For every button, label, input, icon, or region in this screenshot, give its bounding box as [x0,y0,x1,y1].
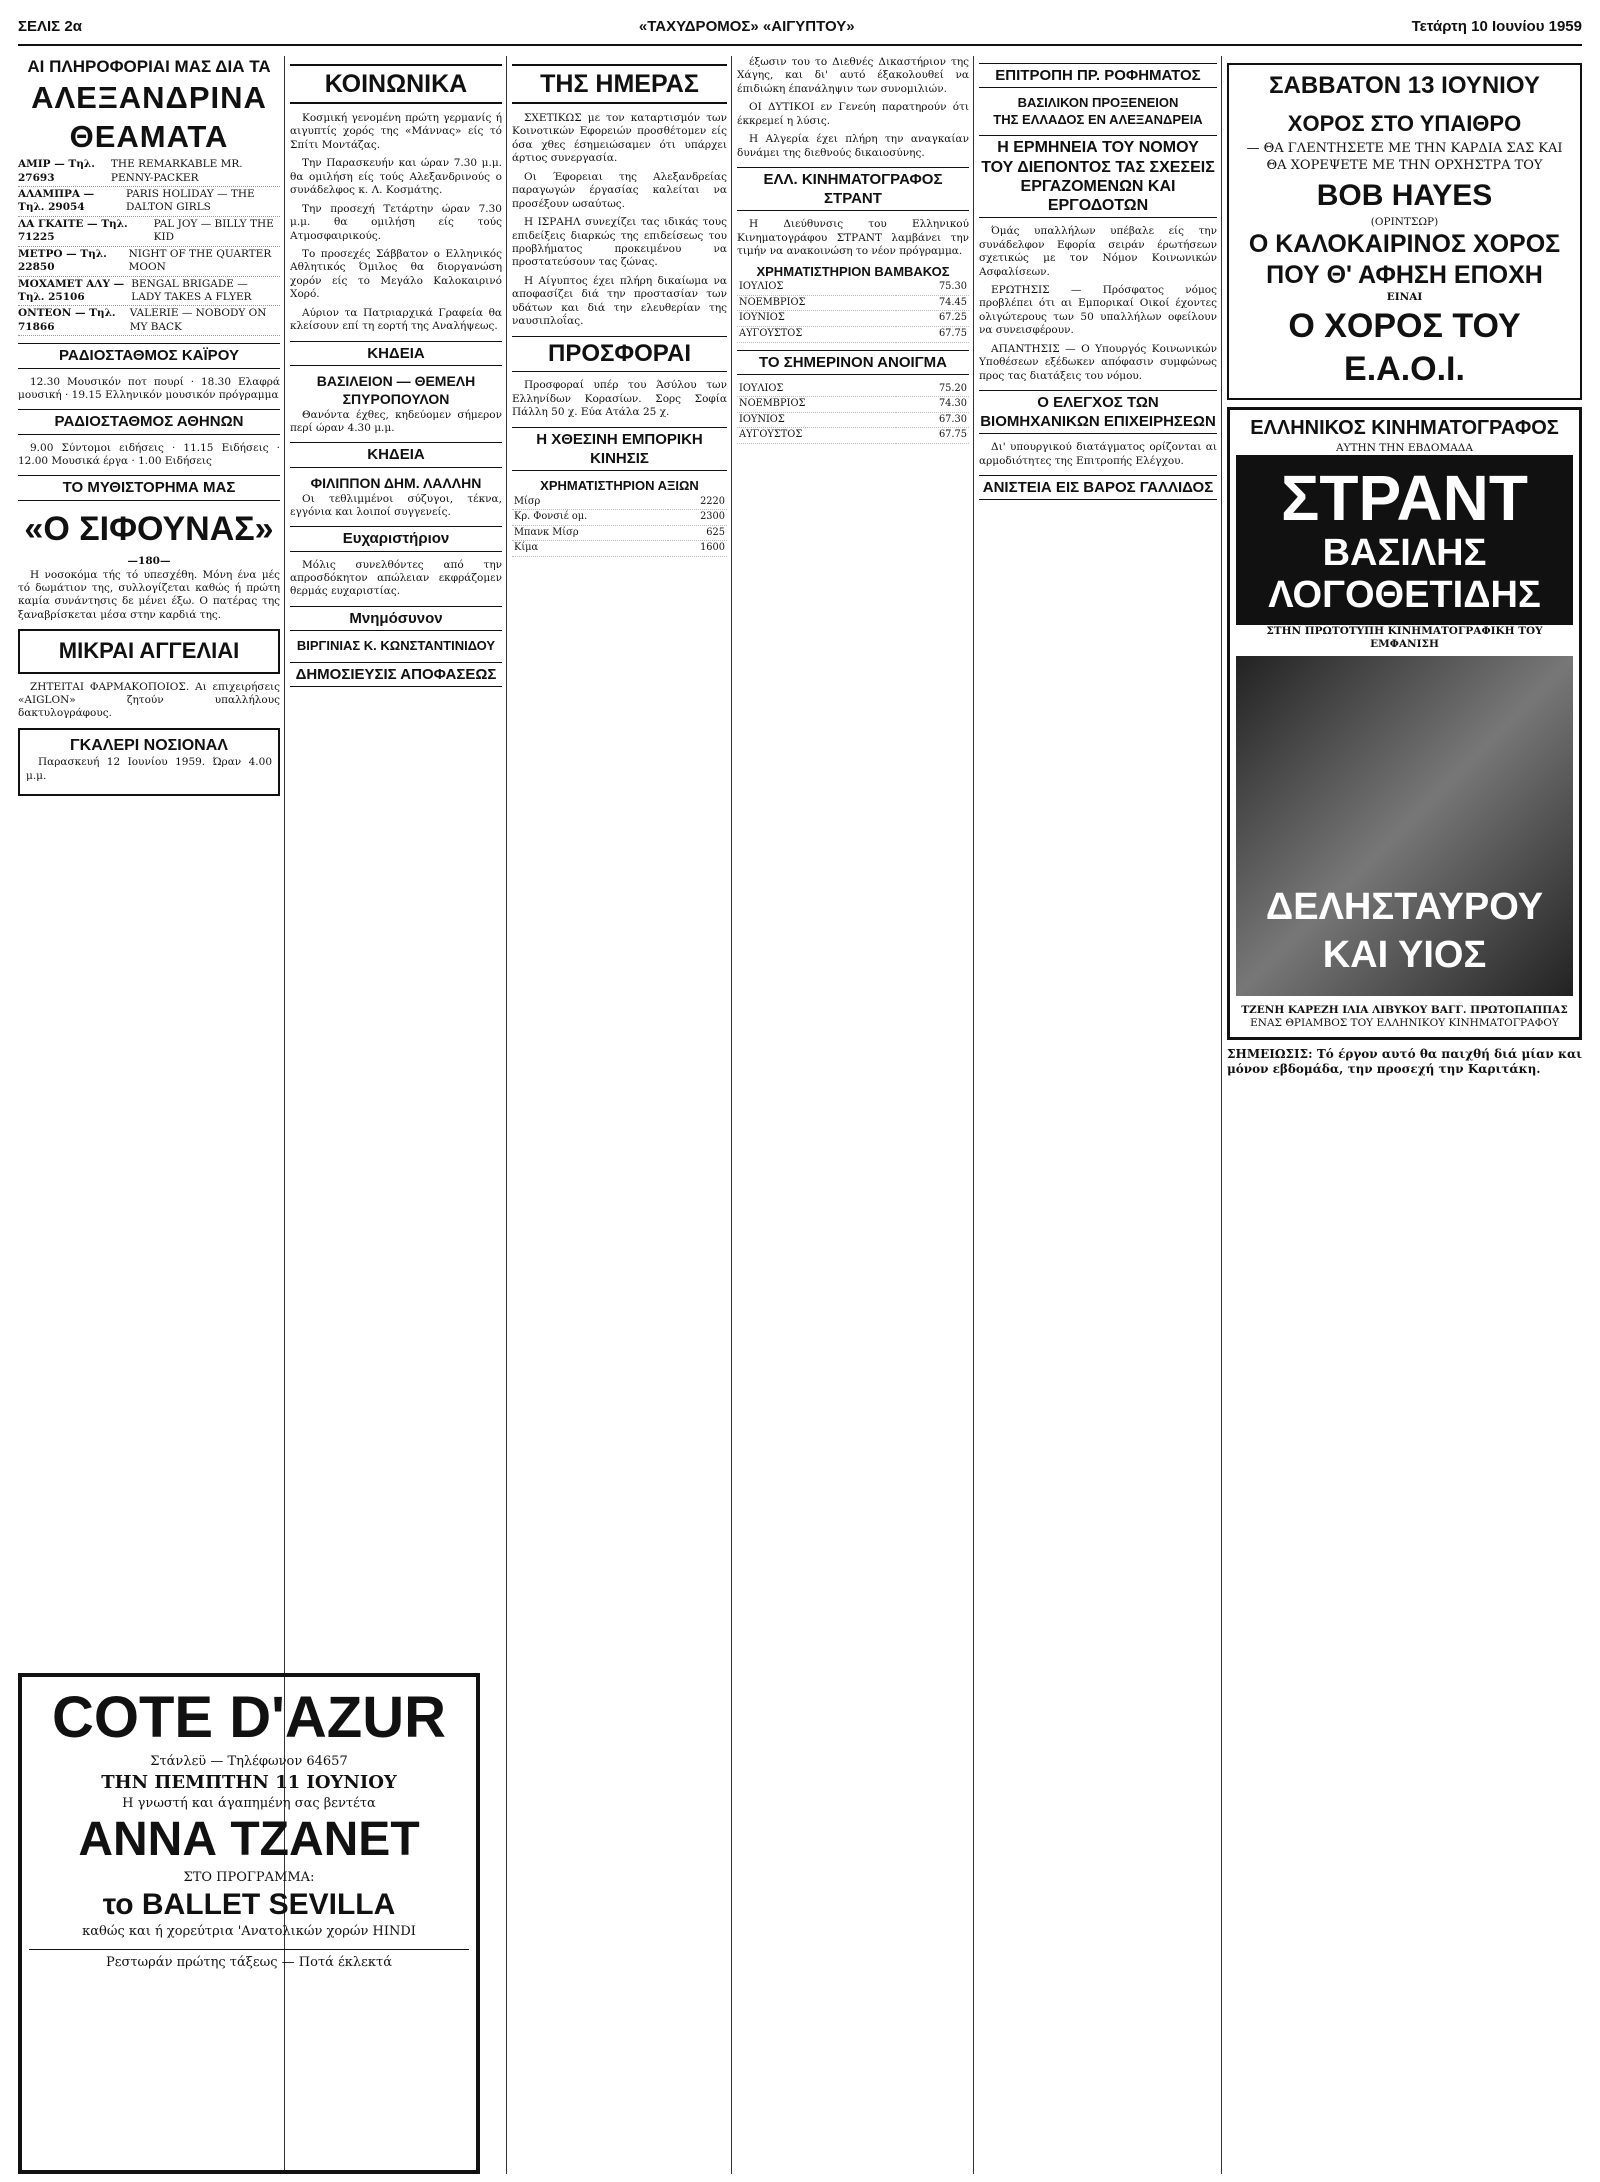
dance-advert: ΣΑΒΒΑΤΟΝ 13 ΙΟΥΝΙΟΥ ΧΟΡΟΣ ΣΤΟ ΥΠΑΙΘΡΟ — ΘΑ ΓΛΕΝΤΗΣΕΤΕ ΜΕ ΤΗΝ ΚΑΡΔΙΑ ΣΑΣ ΚΑΙ ΘΑ ΧΟΡΕΨΕΤΕ ΜΕ ΤΗΝ ΟΡΧΗΣΤΡΑ ΤΟΥ BOB HAYES (ΟΡΙΝΤΣΩΡ) Ο ΚΑΛΟΚΑΙΡΙΝΟΣ ΧΟΡΟΣ ΠΟΥ Θ' ΑΦΗΣΗ ΕΠΟΧΗ ΕΙΝΑΙ Ο ΧΟΡΟΣ ΤΟΥ Ε.Α.Ο.Ι. [1227,63,1582,400]
offers-heading: ΠΡΟΣΦΟΡΑΙ [512,336,727,373]
header-left: ΣΕΛΙΣ 2α [18,17,82,35]
weights-heading: ΑΝΙΣΤΕΙΑ ΕΙΣ ΒΑΡΟΣ ΓΑΛΛΙΔΟΣ [979,475,1217,500]
cinema-item: ΟΝΤΕΟΝ — Τηλ. 71866 VALERIE — NOBODY ON MY BACK [18,306,280,336]
column-six: ΣΑΒΒΑΤΟΝ 13 ΙΟΥΝΙΟΥ ΧΟΡΟΣ ΣΤΟ ΥΠΑΙΘΡΟ — ΘΑ ΓΛΕΝΤΗΣΕΤΕ ΜΕ ΤΗΝ ΚΑΡΔΙΑ ΣΑΣ ΚΑΙ ΘΑ ΧΟΡΕΨΕΤΕ ΜΕ ΤΗΝ ΟΡΧΗΣΤΡΑ ΤΟΥ BOB HAYES (ΟΡΙΝΤΣΩΡ) Ο ΚΑΛΟΚΑΙΡΙΝΟΣ ΧΟΡΟΣ ΠΟΥ Θ' ΑΦΗΣΗ ΕΠΟΧΗ ΕΙΝΑΙ Ο ΧΟΡΟΣ ΤΟΥ Ε.Α.Ο.Ι. ΕΛΛΗΝΙΚΟΣ ΚΙΝΗΜΑΤΟΓΡΑΦΟΣ ΑΥΤΗΝ ΤΗΝ ΕΒΔΟΜΑΔΑ ΣΤΡΑΝΤ ΒΑΣΙΛΗΣ ΛΟΓΟΘΕΤΙΔΗΣ ΣΤΗΝ ΠΡΩΤΟΤΥΠΗ ΚΙΝΗΜΑΤΟΓΡΑΦΙΚΗ ΤΟΥ ΕΜΦΑΝΙΣΗ ΔΕΛΗΣΤΑΥΡΟΥ ΚΑΙ ΥΙΟΣ ΤΖΕΝΗ ΚΑΡΕΖΗ ΙΛΙΑ ΛΙΒΥΚΟΥ ΒΑΓΓ. ΠΡΩΤΟΠΑΠΠΑΣ ΕΝΑΣ ΘΡΙΑΜΒΟΣ ΤΟΥ ΕΛΛΗΝΙΚΟΥ ΚΙΝΗΜΑΤΟΓΡΑΦΟΥ ΣΗΜΕΙΩΣΙΣ: Τό έργον αυτό θα παιχθή διά μίαν και μόνον εβδομάδα, την προσεχή την Καριτάκη. [1227,56,1582,2174]
cinema-item: ΑΜΙΡ — Τηλ. 27693 ΤΗΕ REMARKABLE MR. PENNY-PACKER [18,157,280,187]
stocks-heading: ΧΡΗΜΑΤΙΣΤΗΡΙΟΝ ΑΞΙΩΝ [540,477,699,493]
funeral-name: ΒΑΣΙΛΕΙΟΝ — ΘΕΜΕΛΗ ΣΠΥΡΟΠΟΥΛΟΝ [316,372,476,407]
cinema-item: ΜΟΧΑΜΕΤ ΑΛΥ — Τηλ. 25106 BENGAL BRIGADE — LADY TAKES A FLYER [18,277,280,307]
decision-heading: ΔΗΜΟΣΙΕΥΣΙΣ ΑΠΟΦΑΣΕΩΣ [290,662,502,687]
cinema-item: ΑΛΑΜΠΡΑ — Τηλ. 29054 PARIS HOLIDAY — THE DALTON GIRLS [18,187,280,217]
header-center: «ΤΑΧΥΔΡΟΜΟΣ» «ΑΙΓΥΠΤΟΥ» [638,17,855,35]
newspaper-page [18,8,1582,2174]
film-image-area: ΔΕΛΗΣΤΑΥΡΟΥ ΚΑΙ ΥΙΟΣ [1236,656,1573,996]
cinema-advert: ΕΛΛΗΝΙΚΟΣ ΚΙΝΗΜΑΤΟΓΡΑΦΟΣ ΑΥΤΗΝ ΤΗΝ ΕΒΔΟΜΑΔΑ ΣΤΡΑΝΤ ΒΑΣΙΛΗΣ ΛΟΓΟΘΕΤΙΔΗΣ ΣΤΗΝ ΠΡΩΤΟΤΥΠΗ ΚΙΝΗΜΑΤΟΓΡΑΦΙΚΗ ΤΟΥ ΕΜΦΑΝΙΣΗ ΔΕΛΗΣΤΑΥΡΟΥ ΚΑΙ ΥΙΟΣ ΤΖΕΝΗ ΚΑΡΕΖΗ ΙΛΙΑ ΛΙΒΥΚΟΥ ΒΑΓΓ. ΠΡΩΤΟΠΑΠΠΑΣ ΕΝΑΣ ΘΡΙΑΜΒΟΣ ΤΟΥ ΕΛΛΗΝΙΚΟΥ ΚΙΝΗΜΑΤΟΓΡΑΦΟΥ [1227,407,1582,1040]
day-heading: ΤΗΣ ΗΜΕΡΑΣ [512,64,727,104]
theatre-main-heading: ΑΛΕΞΑΝΔΡΙΝΑ ΘΕΑΜΑΤΑ [31,79,267,155]
commerce-heading: Η ΧΘΕΣΙΝΗ ΕΜΠΟΡΙΚΗ ΚΙΝΗΣΙΣ [512,427,727,471]
column-one: ΑΙ ΠΛΗΡΟΦΟΡΙΑΙ ΜΑΣ ΔΙΑ ΤΑ ΑΛΕΞΑΝΔΡΙΝΑ ΘΕΑΜΑΤΑ ΑΜΙΡ — Τηλ. 27693 ΤΗΕ REMARKABLE MR. PENNY-PACKER ΑΛΑΜΠΡΑ — Τηλ. 29054 PARIS HOLIDAY — THE DALTON GIRLS ΛΑ ΓΚΑΙΤΕ — Τηλ. 71225 PAL JOY — BILLY THE KID ΜΕΤΡΟ — Τηλ. 22850 NIGHT OF THE QUARTER MOON ΜΟΧΑΜΕΤ ΑΛΥ — Τηλ. 25106 BENGAL BRIGADE — LADY TAKES A FLYER ΟΝΤΕΟΝ — Τηλ. 71866 VALERIE — NOBODY ON MY BACK ΡΑΔΙΟΣΤΑΘΜΟΣ ΚΑΪΡΟΥ 12.30 Μουσικόν ποτ πουρί · 18.30 Ελαφρά μουσική · 19.15 Ελληνικόν μουσικόν πρόγραμμα ΡΑΔΙΟΣΤΑΘΜΟΣ ΑΘΗΝΩΝ 9.00 Σύντομοι ειδήσεις · 11.15 Ειδήσεις · 12.00 Μουσικά έργα · 1.00 Ειδήσεις ΤΟ ΜΥΘΙΣΤΟΡΗΜΑ ΜΑΣ «Ο ΣΙΦΟΥΝΑΣ» —180— Η νοσοκόμα τής τό υπεσχέθη. Μόνη ένα μές τό δωμάτιον της, συλλογίζεται καθώς ή πρώτη καμία συνάντησις δε μένει έξω. Ο πατέρας της ξαναβρίσκεται μέσα στην καρδιά της. ΜΙΚΡΑΙ ΑΓΓΕΛΙΑΙ ΖΗΤΕΙΤΑΙ ΦΑΡΜΑΚΟΠΟΙΟΣ. Αι επιχειρήσεις «AIGLON» ζητούν υπαλλήλους δακτυλογράφους. ΓΚΑΛΕΡΙ ΝΟΣΙΟΝΑΛ Παρασκευή 12 Ιουνίου 1959. Ώραν 4.00 μ.μ. [18,56,280,2174]
gallery-box: ΓΚΑΛΕΡΙ ΝΟΣΙΟΝΑΛ Παρασκευή 12 Ιουνίου 1959. Ώραν 4.00 μ.μ. [18,728,280,796]
memorial-name: ΒΙΡΓΙΝΙΑΣ Κ. ΚΩΝΣΤΑΝΤΙΝΙΔΟΥ [296,638,496,654]
second-funeral-name: ΦΙΛΙΠΠΟΝ ΔΗΜ. ΛΑΛΛΗΝ [310,474,482,491]
second-funeral-heading: ΚΗΔΕΙΑ [290,442,502,467]
column-four: έξωσιν του το Διεθνές Δικαστήριον της Χάγης, και δι' αυτό έξακολουθεί να έπιδιώκη έπανάληψιν των συνομιλιών. ΟΙ ΔΥΤΙΚΟΙ εν Γενεύη παρατηρούν ότι έκκρεμεί η λύσις. Η Αλγερία έχει πλήρη την αναγκαίαν δυνάμει της διεθνούς δικαιοσύνης. ΕΛΛ. ΚΙΝΗΜΑΤΟΓΡΑΦΟΣ ΣΤΡΑΝΤ Η Διεύθυνσις του Ελληνικού Κινηματογράφου ΣΤΡΑΝΤ λαμβάνει την τιμήν να ανακοινώση το νέον πρόγραμμα. ΧΡΗΜΑΤΙΣΤΗΡΙΟΝ ΒΑΜΒΑΚΟΣ ΙΟΥΛΙΟΣ 75.30 ΝΟΕΜΒΡΙΟΣ 74.45 ΙΟΥΝΙΟΣ 67.25 ΑΥΓΟΥΣΤΟΣ 67.75 ΤΟ ΣΗΜΕΡΙΝΟΝ ΑΝΟΙΓΜΑ ΙΟΥΛΙΟΣ 75.20 ΝΟΕΜΒΡΙΟΣ 74.30 ΙΟΥΝΙΟΣ 67.30 ΑΥΓΟΥΣΤΟΣ 67.75 [737,56,969,2174]
memorial-heading: Μνημόσυνον [290,606,502,631]
cinema-item: ΛΑ ΓΚΑΙΤΕ — Τηλ. 71225 PAL JOY — BILLY THE KID [18,217,280,247]
funeral-heading: ΚΗΔΕΙΑ [290,341,502,366]
stock-table: Μίσρ 2220 Κρ. Φονσιέ ομ. 2300 Μπανκ Μίσρ 625 Κίμα 1600 [512,495,727,557]
social-heading: ΚΟΙΝΩΝΙΚΑ [290,64,502,104]
radio-cairo-heading: ΡΑΔΙΟΣΤΑΘΜΟΣ ΚΑΪΡΟΥ [18,343,280,368]
novel-heading: ΤΟ ΜΥΘΙΣΤΟΡΗΜΑ ΜΑΣ [18,475,280,500]
novel-text: Η νοσοκόμα τής τό υπεσχέθη. Μόνη ένα μές τό δωμάτιον της, συλλογίζεται καθώς ή πρώτη καμία συνάντησις δε μένει έξω. Ο πατέρας της ξαναβρίσκεται μέσα στην καρδιά της. [18,568,280,621]
small-ads-box: ΜΙΚΡΑΙ ΑΓΓΕΛΙΑΙ [18,629,280,673]
opening-table: ΙΟΥΛΙΟΣ 75.20 ΝΟΕΜΒΡΙΟΣ 74.30 ΙΟΥΝΙΟΣ 67.30 ΑΥΓΟΥΣΤΟΣ 67.75 [737,382,969,444]
cotton-table: ΙΟΥΛΙΟΣ 75.30 ΝΟΕΜΒΡΙΟΣ 74.45 ΙΟΥΝΙΟΣ 67.25 ΑΥΓΟΥΣΤΟΣ 67.75 [737,280,969,342]
column-two: ΚΟΙΝΩΝΙΚΑ Κοσμική γενομένη πρώτη γερμανίς ή αιγυπτίς χορός της «Μάννας» είς τό Σπίτι Μοντάζας. Την Παρασκευήν και ώραν 7.30 μ.μ. θα ομιλήση είς τούς Αλεξανδρινούς ο συνάδελφος κ. Λ. Κοσμάτης. Την προσεχή Τετάρτην ώραν 7.30 μ.μ. θα ομιλήση είς τούς Ατμοσφαιρικούς. Το προσεχές Σάββατον ο Ελληνικός Αθλητικός Όμιλος θα διοργανώση χορόν είς το Μεγάλο Καλοκαιρινό Χορό. Αύριον τα Πατριαρχικά Γραφεία θα κλείσουν επί τη εορτή της Αναλήψεως. ΚΗΔΕΙΑ ΒΑΣΙΛΕΙΟΝ — ΘΕΜΕΛΗ ΣΠΥΡΟΠΟΥΛΟΝ Θανόντα έχθες, κηδεύομεν σήμερον περί ώραν 4.30 μ.μ. ΚΗΔΕΙΑ ΦΙΛΙΠΠΟΝ ΔΗΜ. ΛΑΛΛΗΝ Οι τεθλιμμένοι σύζυγοι, τέκνα, εγγόνια και λοιποί συγγενείς. Ευχαριστήριον Μόλις συνελθόντες από την απροσδόκητον απώλειαν εκφράζομεν θερμάς ευχαριστίας. Μνημόσυνον ΒΙΡΓΙΝΙΑΣ Κ. ΚΩΝΣΤΑΝΤΙΝΙΔΟΥ ΔΗΜΟΣΙΕΥΣΙΣ ΑΠΟΦΑΣΕΩΣ [290,56,502,2174]
cinema-strand-heading: ΕΛΛ. ΚΙΝΗΜΑΤΟΓΡΑΦΟΣ ΣΤΡΑΝΤ [737,167,969,211]
cote-dazur-advert: COTE D'AZUR Στάνλεϋ — Τηλέφωνον 64657 ΤΗΝ ΠΕΜΠΤΗΝ 11 ΙΟΥΝΙΟΥ Η γνωστή και άγαπημένη σας βεντέτα ΑΝΝΑ ΤΖΑΝΕΤ ΣΤΟ ΠΡΟΓΡΑΜΜΑ: το BALLET SEVILLA καθώς και ή χορεύτρια 'Ανατολικών χορών HINDI Ρεστωράν πρώτης τάξεως — Ποτά έκλεκτά [18,1673,480,2174]
page-header [18,8,1582,46]
consulate-subheading: ΤΗΣ ΕΛΛΑΔΟΣ ΕΝ ΑΛΕΞΑΝΔΡΕΙΑ [993,111,1203,127]
column-three: ΤΗΣ ΗΜΕΡΑΣ ΣΧΕΤΙΚΩΣ με τον καταρτισμόν των Κοινοτικών Εφορειών προσθέτομεν είς όσα χθες έσημειώσαμεν ότι υπάρχει άρτιος συνεργασία. Οι Έφορειαι της Αλεξανδρείας παραγωγών έργασίας καλείται να προσέξουν ωσαύτως. Η ΙΣΡΑΗΛ συνεχίζει τας ιδικάς τους επιδείξεις διαρκώς της επιδείσεως του προβλήματος προκειμένου να προστατεύσουν τας ζώνας. Η Αίγυπτος έχει πλήρη δικαίωμα να αποφασίζει διά την προστασίαν των υδάτων και διά την ελευθερίαν της ναυσιπλοΐας. ΠΡΟΣΦΟΡΑΙ Προσφοραί υπέρ του Άσύλου των Ελληνίδων Κορασίων. Σορς Σοφία Πάλλη 50 χ. Εύα Ατάλα 25 χ. Η ΧΘΕΣΙΝΗ ΕΜΠΟΡΙΚΗ ΚΙΝΗΣΙΣ ΧΡΗΜΑΤΙΣΤΗΡΙΟΝ ΑΞΙΩΝ Μίσρ 2220 Κρ. Φονσιέ ομ. 2300 Μπανκ Μίσρ 625 Κίμα 1600 [512,56,727,2174]
novel-number: —180— [127,555,171,568]
committee-heading: ΕΠΙΤΡΟΠΗ ΠΡ. ΡΟΦΗΜΑΤΟΣ [979,63,1217,88]
law-heading: Η ΕΡΜΗΝΕΙΑ ΤΟΥ ΝΟΜΟΥ ΤΟΥ ΔΙΕΠΟΝΤΟΣ ΤΑΣ ΣΧΕΣΕΙΣ ΕΡΓΑΖΟΜΕΝΩΝ ΚΑΙ ΕΡΓΟΔΟΤΩΝ [979,135,1217,218]
theatre-info-heading: ΑΙ ΠΛΗΡΟΦΟΡΙΑΙ ΜΑΣ ΔΙΑ ΤΑ [27,57,271,76]
today-opening-heading: ΤΟ ΣΗΜΕΡΙΝΟΝ ΑΝΟΙΓΜΑ [737,350,969,375]
header-right: Τετάρτη 10 Ιουνίου 1959 [1411,17,1582,35]
radio-athens-heading: ΡΑΔΙΟΣΤΑΘΜΟΣ ΑΘΗΝΩΝ [18,409,280,434]
column-five: ΕΠΙΤΡΟΠΗ ΠΡ. ΡΟΦΗΜΑΤΟΣ ΒΑΣΙΛΙΚΟΝ ΠΡΟΞΕΝΕΙΟΝ ΤΗΣ ΕΛΛΑΔΟΣ ΕΝ ΑΛΕΞΑΝΔΡΕΙΑ Η ΕΡΜΗΝΕΙΑ ΤΟΥ ΝΟΜΟΥ ΤΟΥ ΔΙΕΠΟΝΤΟΣ ΤΑΣ ΣΧΕΣΕΙΣ ΕΡΓΑΖΟΜΕΝΩΝ ΚΑΙ ΕΡΓΟΔΟΤΩΝ Όμάς υπαλλήλων υπέβαλε είς την συνάδελφον Εφορία σειράν έρωτήσεων σχετικώς με τον Νόμον Κοινωνικών Ασφαλίσεων. ΕΡΩΤΗΣΙΣ — Πρόσφατος νόμος προβλέπει ότι αι Εμπορικαί Οικοί έχοντες ολιγώτερους των 50 υπαλλήλων οφείλουν να συνεισφέρουν. ΑΠΑΝΤΗΣΙΣ — Ο Υπουργός Κοινωνικών Υποθέσεων εξέδωκεν απόφασιν συμφώνως προς τας διατάξεις του νόμου. Ο ΕΛΕΓΧΟΣ ΤΩΝ ΒΙΟΜΗΧΑΝΙΚΩΝ ΕΠΙΧΕΙΡΗΣΕΩΝ Δι' υπουργικού διατάγματος ορίζονται αι αρμοδιότητες της Επιτροπής Ελέγχου. ΑΝΙΣΤΕΙΑ ΕΙΣ ΒΑΡΟΣ ΓΑΛΛΙΔΟΣ [979,56,1217,2174]
novel-title: «Ο ΣΙΦΟΥΝΑΣ» [24,509,274,548]
consulate-heading: ΒΑΣΙΛΙΚΟΝ ΠΡΟΞΕΝΕΙΟΝ [1017,95,1179,111]
cinema-item: ΜΕΤΡΟ — Τηλ. 22850 NIGHT OF THE QUARTER MOON [18,247,280,277]
thanks-heading: Ευχαριστήριον [290,526,502,551]
cotton-heading: ΧΡΗΜΑΤΙΣΤΗΡΙΟΝ ΒΑΜΒΑΚΟΣ [756,263,950,279]
control-heading: Ο ΕΛΕΓΧΟΣ ΤΩΝ ΒΙΟΜΗΧΑΝΙΚΩΝ ΕΠΙΧΕΙΡΗΣΕΩΝ [979,390,1217,434]
cinema-list [18,157,280,336]
